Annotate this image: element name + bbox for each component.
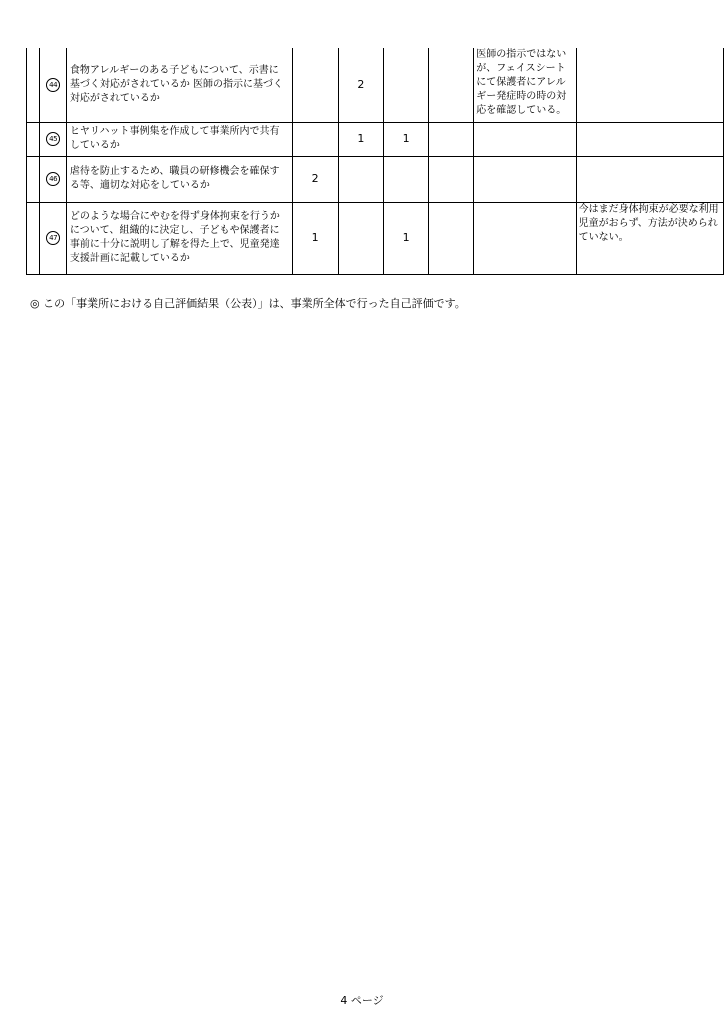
count-cell — [429, 202, 474, 274]
count-cell — [338, 202, 383, 274]
count-cell — [429, 156, 474, 202]
count-cell: 2 — [292, 156, 338, 202]
remark-cell: 今はまだ身体拘束が必要な利用児童がおらず、方法が決められていない。 — [576, 202, 723, 274]
count-cell: 1 — [292, 202, 338, 274]
comment-cell — [474, 202, 576, 274]
question-cell: ヒヤリハット事例集を作成して事業所内で共有しているか — [66, 122, 292, 156]
table-row — [27, 122, 724, 156]
question-cell: 食物アレルギーのある子どもについて、示書に基づく対応がされているか 医師の指示に基づく対応がされているか — [66, 48, 292, 122]
table-row — [27, 156, 724, 202]
evaluation-table-container — [26, 48, 724, 275]
remark-cell — [576, 156, 723, 202]
item-number: 45 — [46, 132, 60, 146]
count-cell — [429, 122, 474, 156]
count-cell — [384, 48, 429, 122]
count-cell — [292, 48, 338, 122]
category-cell — [27, 48, 40, 122]
question-cell: どのような場合にやむを得ず身体拘束を行うかについて、組織的に決定し、子どもや保護者に事前に十分に説明し了解を得た上で、児童発達支援計画に記載しているか — [66, 202, 292, 274]
category-cell — [27, 122, 40, 156]
item-number: 44 — [46, 78, 60, 92]
count-cell — [429, 48, 474, 122]
comment-cell — [474, 122, 576, 156]
evaluation-table — [26, 48, 724, 275]
count-cell: 1 — [384, 202, 429, 274]
count-cell: 1 — [384, 122, 429, 156]
table-row — [27, 202, 724, 274]
remark-cell — [576, 48, 723, 122]
category-cell — [27, 156, 40, 202]
count-cell: 1 — [338, 122, 383, 156]
page-number: 4 ページ — [340, 994, 384, 1007]
footnote: ◎ この「事業所における自己評価結果（公表）」は、事業所全体で行った自己評価です。 — [30, 297, 466, 310]
remark-cell — [576, 122, 723, 156]
table-row — [27, 48, 724, 122]
count-cell — [292, 122, 338, 156]
count-cell — [384, 156, 429, 202]
comment-cell — [474, 156, 576, 202]
item-number: 47 — [46, 231, 60, 245]
question-cell: 虐待を防止するため、職員の研修機会を確保する等、適切な対応をしているか — [66, 156, 292, 202]
category-cell — [27, 202, 40, 274]
count-cell — [338, 156, 383, 202]
count-cell: 2 — [338, 48, 383, 122]
item-number: 46 — [46, 172, 60, 186]
comment-cell: 医師の指示ではないが、フェイスシートにて保護者にアレルギー発症時の時の対応を確認している。 — [474, 48, 576, 122]
